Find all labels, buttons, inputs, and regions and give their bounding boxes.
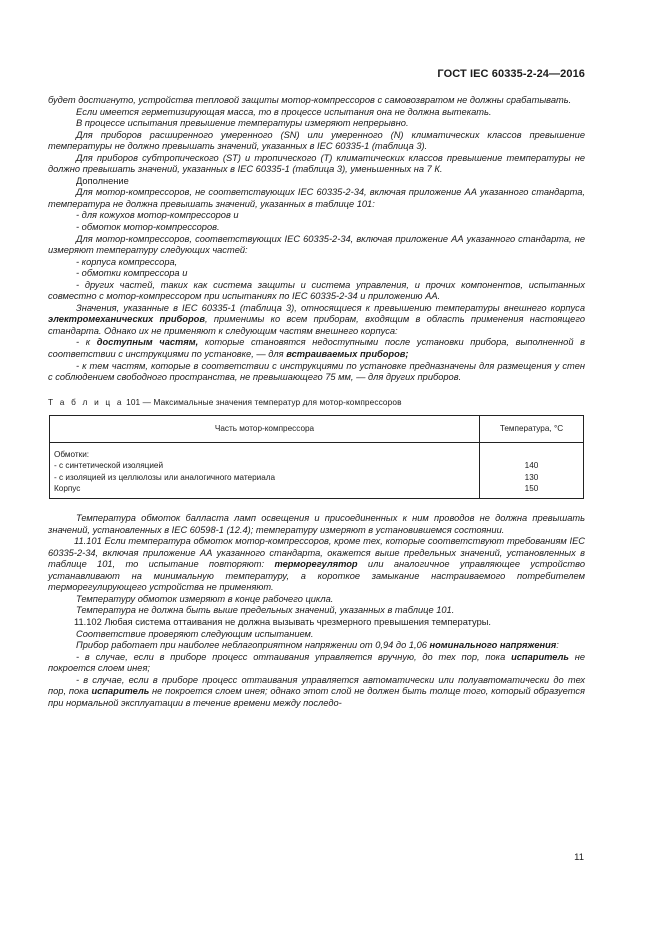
paragraph-continuation: будет достигнуто, устройства тепловой защиты мотор-компрессоров с самовозвратом не должны срабатывать. (48, 95, 572, 105)
bullet-wall-parts: - к тем частям, которые в соответствии с инструкциями по установке предназначены для размещения у стен с соблюдением свободного пространства, не превышающего 75 мм, — для других приборов. (48, 360, 585, 383)
parts-cell (50, 443, 480, 499)
paragraph-continuous-measurement: В процессе испытания превышение температуры измеряют непрерывно. (76, 118, 409, 129)
table-caption-prefix: Т а б л и ц а (48, 396, 124, 407)
paragraph-compliance-check: Соответствие проверяют следующим испытанием. (76, 628, 314, 639)
bullet-manual-defrost (48, 652, 585, 675)
row-temp-cellulose: 130 (524, 472, 539, 482)
paragraph-ballast: Температура обмоток балласта ламп освещения и присоединенных к ним проводов не должна превышать значений, установленных в IEC 60598-1 (12.4); температуру измеряют в установившемся состоянии. (48, 513, 585, 535)
row-temp-housing: 150 (524, 483, 539, 493)
list-item-compressor-winding: - обмотки компрессора и (76, 268, 188, 279)
document-body (48, 95, 585, 709)
auto-end: не покроется слоем инея; однако этот слой не должен быть толще того, который образуется при нормальной эксплуатации в течение времени между последо- (48, 686, 585, 708)
p11101-end: или аналогичное управляющее устройство устанавливают на минимальную температуру, а короткое замыкание настраиваемого потребителем терморегулирующего устройства не применяют. (48, 559, 585, 593)
term-electromechanical-appliances: электромеханических приборов (48, 314, 205, 325)
bullet-automatic-defrost (48, 675, 585, 710)
paragraph-11-102: 11.102 Любая система оттаивания не должна вызывать чрезмерного превышения температуры. (74, 616, 492, 627)
manual-end: не покроется слоем инея; (48, 651, 585, 674)
term-evaporator-auto: испаритель (91, 686, 150, 697)
paragraph-st-t-classes: Для приборов субтропического (ST) и тропического (T) климатических классов превышение температуры не должно превышать значений, указанных в IEC 60335-1 (таблица 3), уменьшенных на 7 К. (48, 152, 585, 175)
paragraph-sn-n-classes: Для приборов расширенного умеренного (SN) или умеренного (N) климатических классов превышение температуры не должно превышать значений, указанных в IEC 60335-1 (таблица 3). (48, 129, 585, 152)
paragraph-sealing-compound: Если имеется герметизирующая масса, то в процессе испытания она не должна вытекать. (76, 106, 492, 117)
term-rated-voltage: номинального напряжения (429, 640, 557, 651)
bullet-accessible-parts (48, 337, 585, 360)
list-item-housings: - для кожухов мотор-компрессоров и (76, 210, 239, 221)
header-temperature: Температура, °С (480, 416, 584, 443)
supplement-title: Дополнение (76, 175, 129, 186)
auto-start: - в случае, если в приборе процесс оттаивания управляется автоматически или полуавтоматически до тех пор, пока (48, 674, 585, 697)
row-part-synthetic: - с синтетической изоляцией (54, 461, 164, 471)
document-code-header: ГОСТ IEC 60335-2-24—2016 (437, 68, 585, 80)
term-accessible-parts: доступным частям, (96, 337, 199, 348)
term-evaporator-manual: испаритель (511, 651, 569, 662)
list-item-other-parts: - других частей, таких как система защиты и система управления, и прочих компонентов, испытанных совместно с мотор-компрессором при испытаниях по IEC 60335-2-34 и приложению АА. (48, 279, 585, 302)
paragraph-11-101 (48, 536, 585, 594)
term-built-in-appliances: встраиваемых приборов; (286, 349, 409, 360)
row-part-cellulose: - с изоляцией из целлюлозы или аналогичного материала (54, 472, 276, 482)
list-item-windings: - обмоток мотор-компрессоров. (76, 222, 220, 233)
run-end: : (556, 640, 559, 651)
paragraph-measure-end-cycle: Температуру обмоток измеряют в конце рабочего цикла. (76, 593, 334, 604)
manual-start: - в случае, если в приборе процесс оттаивания управляется вручную, до тех пор, пока (76, 651, 512, 662)
table-body-row (50, 443, 584, 499)
term-thermostat: терморегулятор (274, 559, 358, 570)
table-caption (48, 397, 585, 409)
paragraph-values-table3 (48, 303, 585, 338)
paragraph-rated-voltage (48, 640, 585, 652)
header-part: Часть мотор-компрессора (50, 416, 480, 443)
paragraph-noncompliant-compressors: Для мотор-компрессоров, не соответствующих IEC 60335-2-34, включая приложение АА указанного стандарта, температура не должна превышать значений, указанных в таблице 101: (48, 187, 585, 209)
row-temp-synthetic: 140 (524, 461, 539, 471)
list-item-compressor-body: - корпуса компрессора, (76, 256, 178, 267)
values-text-end: , применимы ко всем приборам, входящим в область применения настоящего стандарта. Однако их не применяют к следующим частям внешнего корпуса: (48, 314, 585, 336)
paragraph-compliant-compressors: Для мотор-компрессоров, соответствующих IEC 60335-2-34, включая приложение АА указанного стандарта, не измеряют температуру следующих частей: (48, 233, 585, 256)
table-caption-text: 101 — Максимальные значения температур для мотор-компрессоров (123, 396, 402, 407)
table-101 (49, 415, 584, 499)
values-text-start: Значения, указанные в IEC 60335-1 (таблица 3), относящиеся к превышению температуры внешнего корпуса (76, 302, 585, 313)
row-part-housing: Корпус (54, 483, 81, 493)
run-start: Прибор работает при наиболее неблагоприятном напряжении от 0,94 до 1,06 (76, 640, 430, 651)
paragraph-limit-values: Температура не должна быть выше предельных значений, указанных в таблице 101. (76, 605, 455, 616)
row-temp-windings (484, 449, 579, 460)
page-number: 11 (574, 852, 584, 863)
temperatures-cell (480, 443, 584, 499)
p11101-start: 11.101 Если температура обмоток мотор-компрессоров, кроме тех, которые соответствуют требованиям IEC 60335-2-34, включая приложение АА указанного стандарта, окажется выше предельных значений, установленных в таблице 101, то испытание повторяют: (48, 536, 585, 570)
table-header-row (50, 416, 584, 443)
row-part-windings: Обмотки: (54, 450, 90, 460)
bullet-a-mid: которые становятся недоступными после установки прибора, выполненной в соответствии с инструкциями по установке, — для (48, 337, 585, 360)
bullet-a-start: - к (76, 337, 97, 348)
